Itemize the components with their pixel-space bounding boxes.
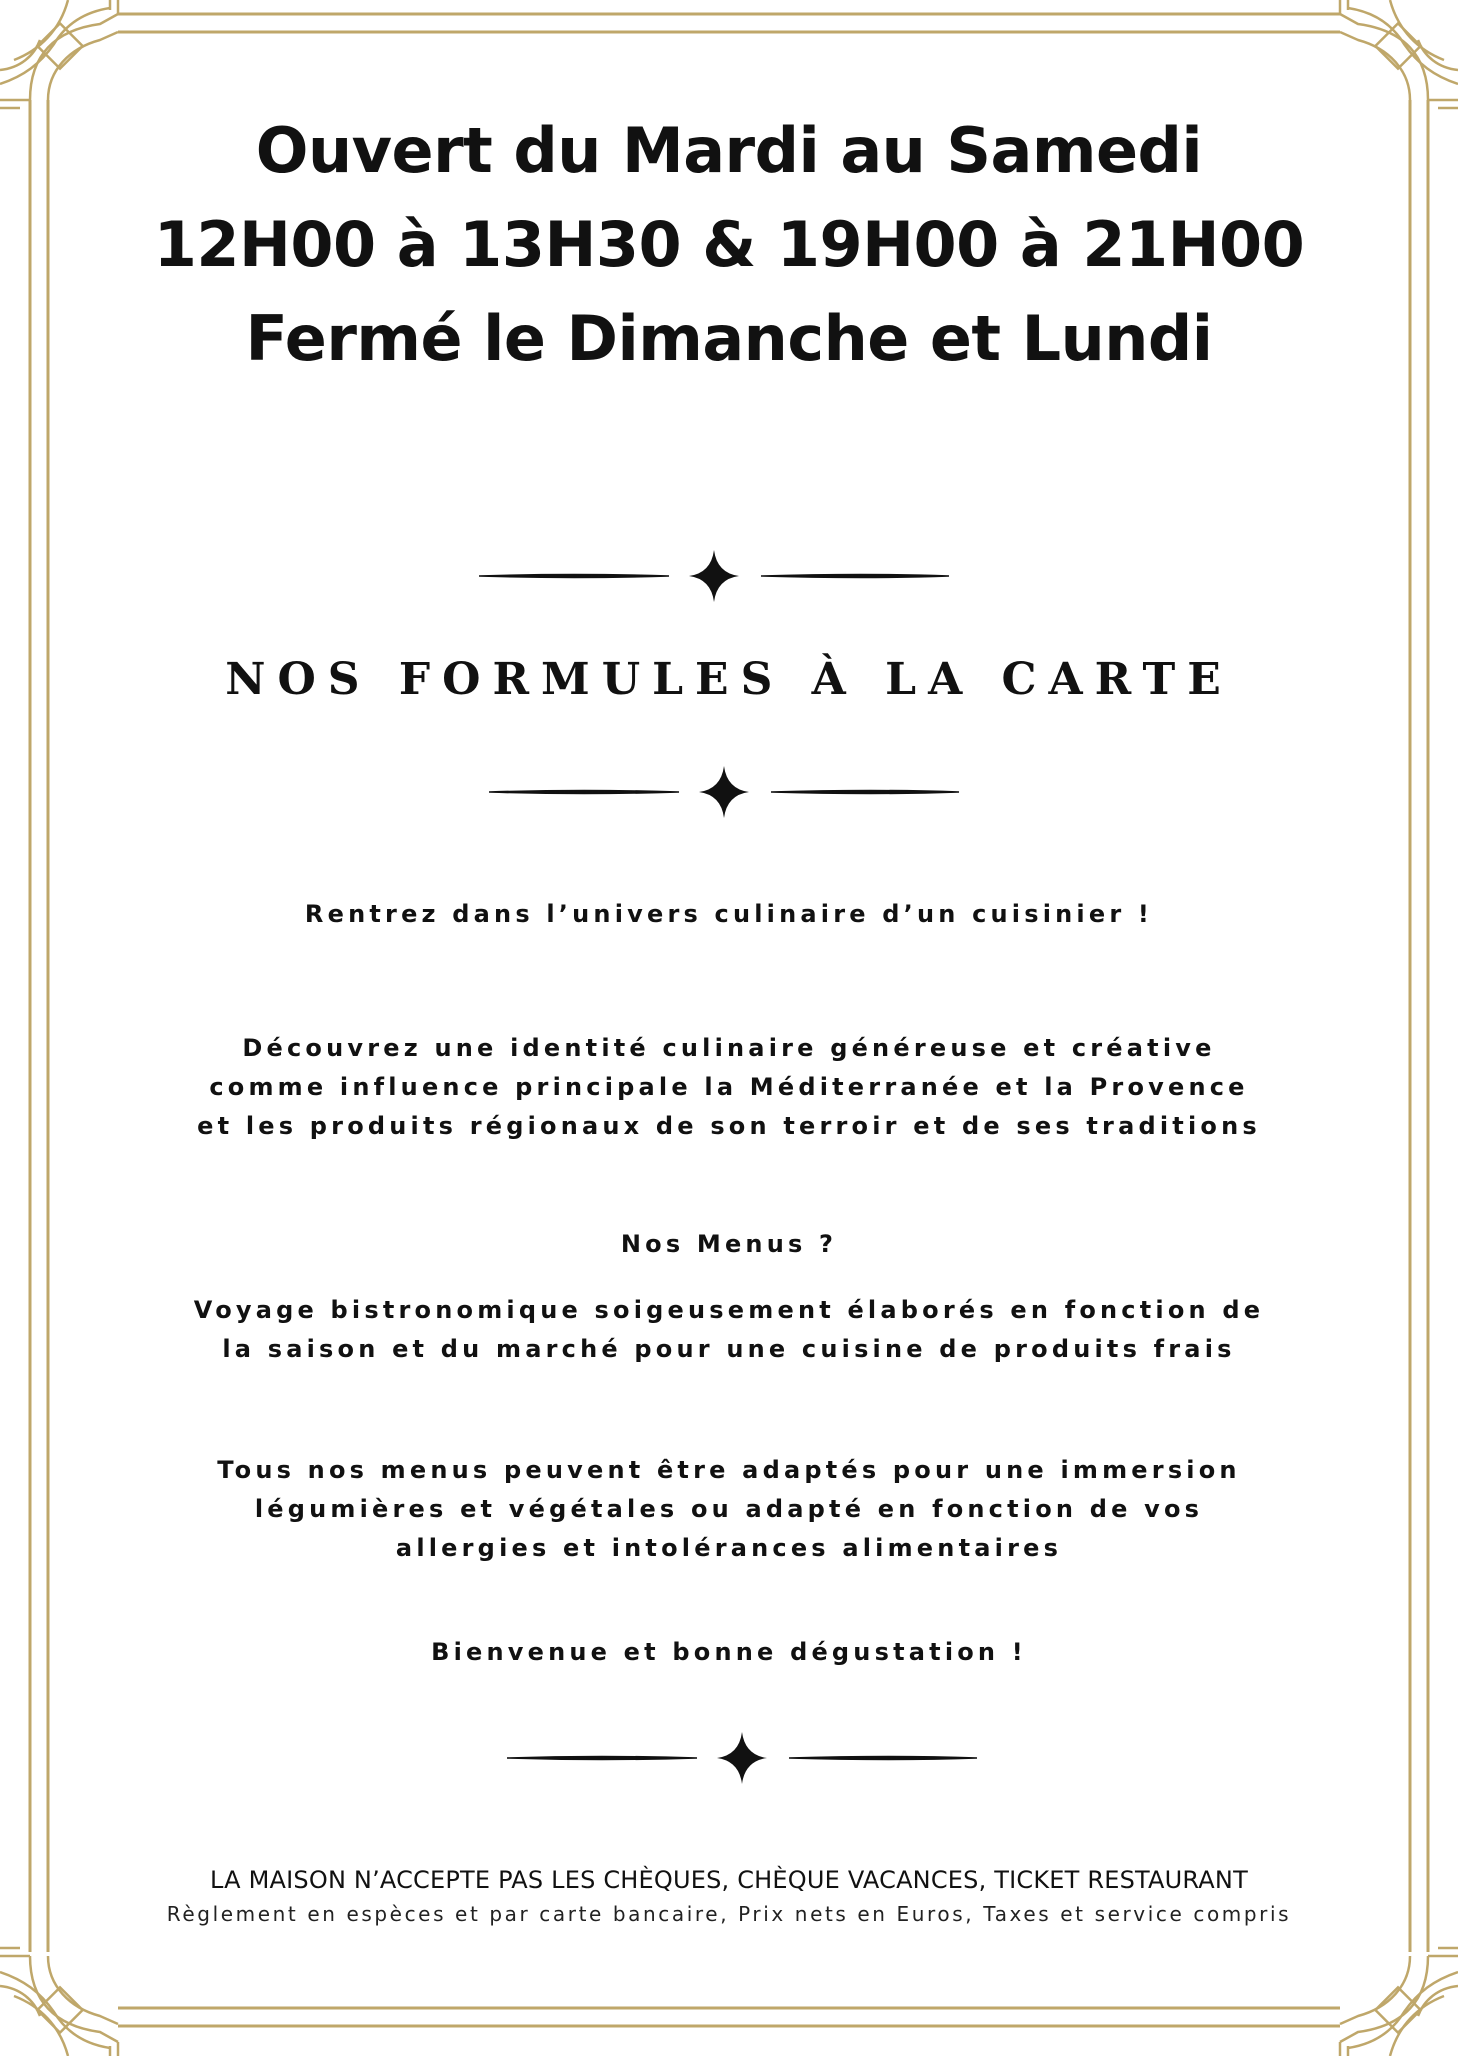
identity-line: comme influence principale la Méditerranée et la Provence xyxy=(209,1073,1249,1101)
welcome-message: Bienvenue et bonne dégustation ! xyxy=(431,1638,1027,1666)
payment-methods-note: Règlement en espèces et par carte bancaire, Prix nets en Euros, Taxes et service compris xyxy=(166,1902,1292,1926)
four-point-star-icon xyxy=(689,550,739,602)
art-deco-corner-icon xyxy=(1340,0,1458,108)
opening-hours-heading: 12H00 à 13H30 & 19H00 à 21H00 xyxy=(153,208,1305,281)
divider-ornament xyxy=(479,546,979,606)
menus-description-line: la saison et du marché pour une cuisine de produits frais xyxy=(222,1335,1236,1363)
menus-adaptation-line: allergies et intolérances alimentaires xyxy=(395,1534,1063,1562)
menus-adaptation-line: légumières et végétales ou adapté en fonction de vos xyxy=(254,1495,1204,1523)
art-deco-corner-icon xyxy=(1340,1948,1458,2056)
identity-line: et les produits régionaux de son terroir et de ses traditions xyxy=(197,1112,1261,1140)
opening-days-heading: Ouvert du Mardi au Samedi xyxy=(255,114,1203,187)
tagline: Rentrez dans l’univers culinaire d’un cuisinier ! xyxy=(304,900,1154,928)
payment-restrictions-notice: LA MAISON N’ACCEPTE PAS LES CHÈQUES, CHÈQUE VACANCES, TICKET RESTAURANT xyxy=(210,1866,1248,1894)
four-point-star-icon xyxy=(717,1732,767,1784)
menus-heading: Nos Menus ? xyxy=(620,1230,838,1258)
art-deco-corner-icon xyxy=(0,0,118,108)
menus-description-line: Voyage bistronomique soigeusement élaborés en fonction de xyxy=(193,1296,1265,1324)
identity-line: Découvrez une identité culinaire généreuse et créative xyxy=(242,1034,1216,1062)
art-deco-corner-icon xyxy=(0,1948,118,2056)
divider-ornament xyxy=(489,762,989,822)
section-title: NOS FORMULES À LA CARTE xyxy=(225,654,1233,705)
four-point-star-icon xyxy=(699,766,749,818)
divider-ornament xyxy=(507,1728,1007,1788)
closed-days-heading: Fermé le Dimanche et Lundi xyxy=(245,302,1213,375)
menus-adaptation-line: Tous nos menus peuvent être adaptés pour une immersion xyxy=(217,1456,1241,1484)
